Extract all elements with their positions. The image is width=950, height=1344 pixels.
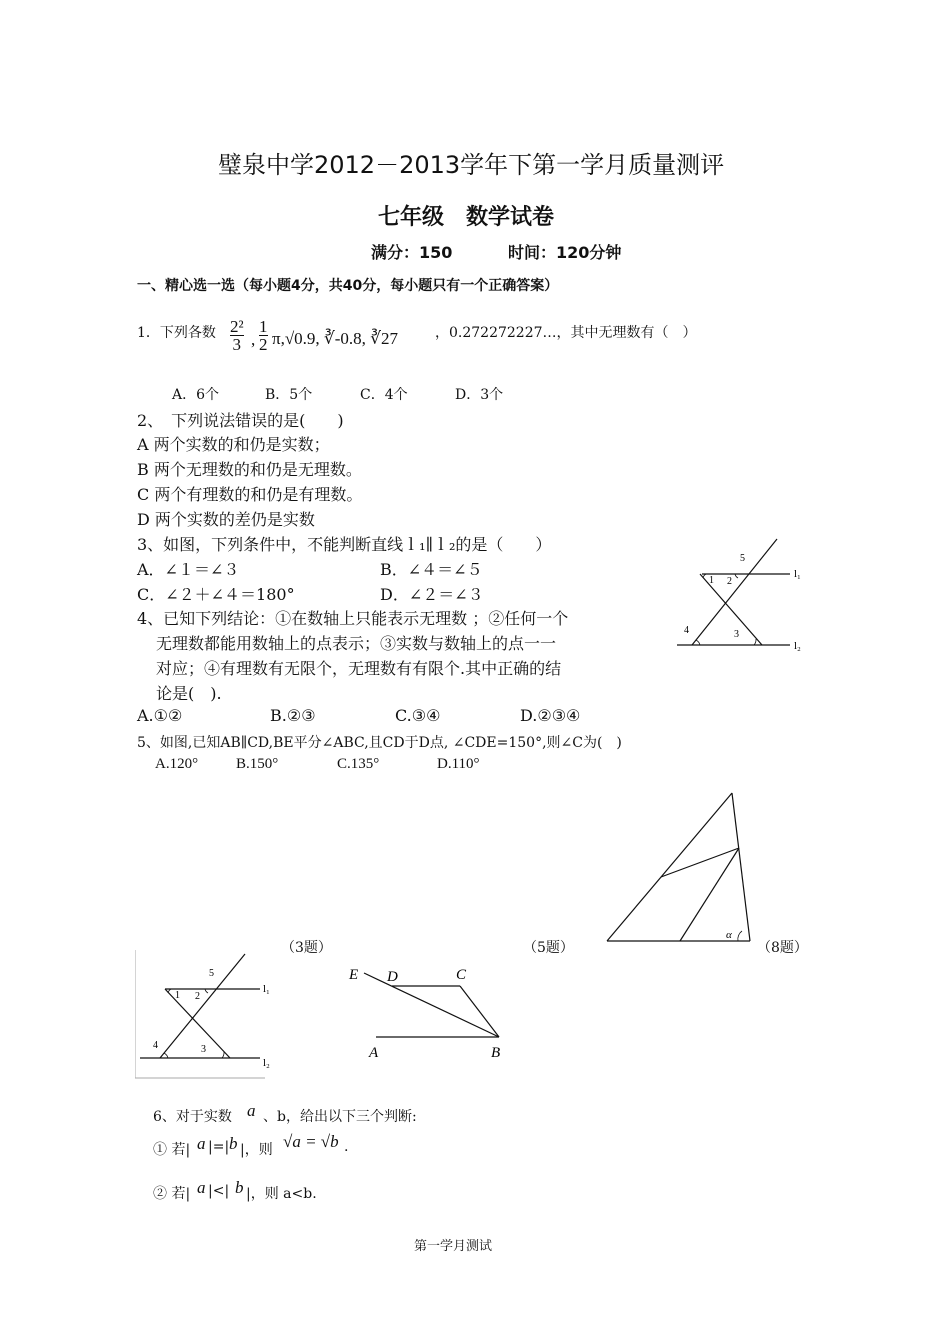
q1-math-values: π,√0.9, ∛-0.8, ∛27: [272, 329, 398, 348]
exam-subtitle: 七年级 数学试卷: [378, 205, 555, 230]
q1-fraction-2: [259, 318, 268, 353]
fig8-alpha-label: α: [726, 929, 732, 941]
fig3-label-l1: l₁: [263, 983, 270, 995]
q3r-label-l2: l₂: [794, 640, 801, 652]
q2-option-d: D 两个实数的差仍是实数: [137, 510, 315, 529]
fig5-parallel-diagram: [340, 960, 520, 1065]
q2-option-a: A 两个实数的和仍是实数；: [137, 435, 330, 454]
q6-judgement-1-end: .: [344, 1139, 349, 1155]
q4-option-b: B.②③: [270, 706, 316, 725]
q6-var-a: a: [247, 1101, 256, 1120]
q1-option-a: A．6个: [172, 387, 220, 403]
q3r-label-2: 2: [727, 576, 732, 587]
q1-fraction-1: [230, 318, 244, 353]
q5-option-b: B.150°: [236, 756, 279, 772]
q3r-label-4: 4: [684, 625, 689, 636]
exam-time: 时间：120分钟: [508, 243, 622, 262]
q6-stem-b: 、b，给出以下三个判断:: [263, 1109, 417, 1125]
fig5-label-D: D: [387, 969, 398, 985]
q3-option-d: D．∠２＝∠３: [380, 585, 484, 604]
q1-frac1-numerator: 2²: [230, 317, 244, 336]
q6-judgement-1-suffix: |，则: [240, 1142, 273, 1158]
q5-stem: 5、如图,已知AB∥CD,BE平分∠ABC,且CD于D点, ∠CDE=150°,则∠C为( ): [137, 735, 622, 751]
fig3-lines-diagram: [135, 950, 285, 1080]
fig3-label-5: 5: [209, 968, 214, 979]
full-score: 满分：150: [371, 243, 453, 262]
q5-option-d: D.110°: [437, 756, 480, 772]
q4-line-2: 无理数都能用数轴上的点表示；③实数与数轴上的点一一: [156, 634, 557, 653]
page-footer: 第一学月测试: [414, 1239, 493, 1254]
q6-judgement-1-math: √a = √b: [283, 1132, 339, 1151]
q6-j2-var-a: a: [197, 1178, 206, 1197]
section-heading: 一、精心选一选（每小题4分，共40分，每小题只有一个正确答案）: [137, 278, 559, 294]
q3-option-b: B．∠４＝∠５: [380, 560, 483, 579]
q3-option-a: A．∠１＝∠３: [137, 560, 240, 579]
q1-option-c: C．4个: [360, 387, 408, 403]
q6-judgement-2-prefix: ② 若|: [153, 1186, 191, 1202]
q3r-label-1: 1: [709, 575, 714, 586]
q4-line-1: 4、已知下列结论：①在数轴上只能表示无理数 ；②任何一个: [137, 609, 569, 628]
fig5-label-E: E: [349, 967, 359, 983]
q6-j2-var-b: b: [235, 1178, 244, 1197]
q3r-label-3: 3: [734, 629, 739, 640]
q6-judgement-2-suffix: |，则 a<b.: [246, 1186, 317, 1202]
q6-judgement-2-mid: |<|: [208, 1183, 230, 1199]
q2-option-b: B 两个无理数的和仍是无理数。: [137, 460, 362, 479]
fig3-label-4: 4: [153, 1040, 158, 1051]
q1-option-b: B．5个: [265, 387, 313, 403]
q1-frac1-denominator: 3: [232, 335, 242, 354]
fig3-label-1: 1: [175, 990, 180, 1001]
q4-option-a: A.①②: [137, 706, 183, 725]
q4-option-d: D.②③④: [520, 706, 581, 725]
q1-suffix: ，0.272272227…，其中无理数有（ ）: [435, 325, 697, 341]
caption-fig5: （5题）: [523, 940, 574, 956]
q3r-label-l1: l₁: [794, 568, 801, 580]
q6-j1-var-b: b: [229, 1134, 238, 1153]
fig5-label-A: A: [369, 1045, 379, 1061]
q6-j1-var-a: a: [197, 1134, 206, 1153]
fig8-triangle: [600, 785, 760, 950]
q5-option-c: C.135°: [337, 756, 380, 772]
q3-option-c: C．∠２＋∠４＝180°: [137, 585, 295, 604]
q4-line-3: 对应；④有理数有无限个，无理数有有限个.其中正确的结: [156, 659, 562, 678]
q6-stem-a: 6、对于实数: [153, 1109, 232, 1125]
q6-judgement-1-prefix: ① 若|: [153, 1142, 191, 1158]
fig5-label-B: B: [491, 1045, 501, 1061]
fig5-label-C: C: [456, 967, 467, 983]
q2-stem: 2、 下列说法错误的是( ): [137, 411, 344, 430]
q1-frac2-numerator: 1: [259, 317, 268, 336]
caption-fig8: （8题）: [757, 940, 808, 956]
q1-frac2-denominator: 2: [259, 335, 268, 354]
q3-stem: 3、如图，下列条件中，不能判断直线ｌ₁∥ｌ₂的是（ ）: [137, 535, 552, 554]
fig3-label-3: 3: [201, 1044, 206, 1055]
q3r-label-5: 5: [740, 553, 745, 564]
fig3-label-2: 2: [195, 991, 200, 1002]
fig3-label-l2: l₂: [263, 1057, 270, 1069]
caption-fig3: （3题）: [281, 940, 332, 956]
q3-figure-right: [672, 535, 812, 660]
q4-line-4: 论是( ).: [156, 684, 222, 703]
exam-title: 璧泉中学2012－2013学年下第一学月质量测评: [218, 151, 725, 179]
q1-option-d: D．3个: [455, 387, 504, 403]
q5-option-a: A.120°: [155, 756, 199, 772]
q2-option-c: C 两个有理数的和仍是有理数。: [137, 485, 363, 504]
q1-prefix: 1．下列各数: [137, 325, 216, 341]
q4-option-c: C.③④: [395, 706, 441, 725]
q6-judgement-1-mid: |=|: [208, 1139, 230, 1155]
